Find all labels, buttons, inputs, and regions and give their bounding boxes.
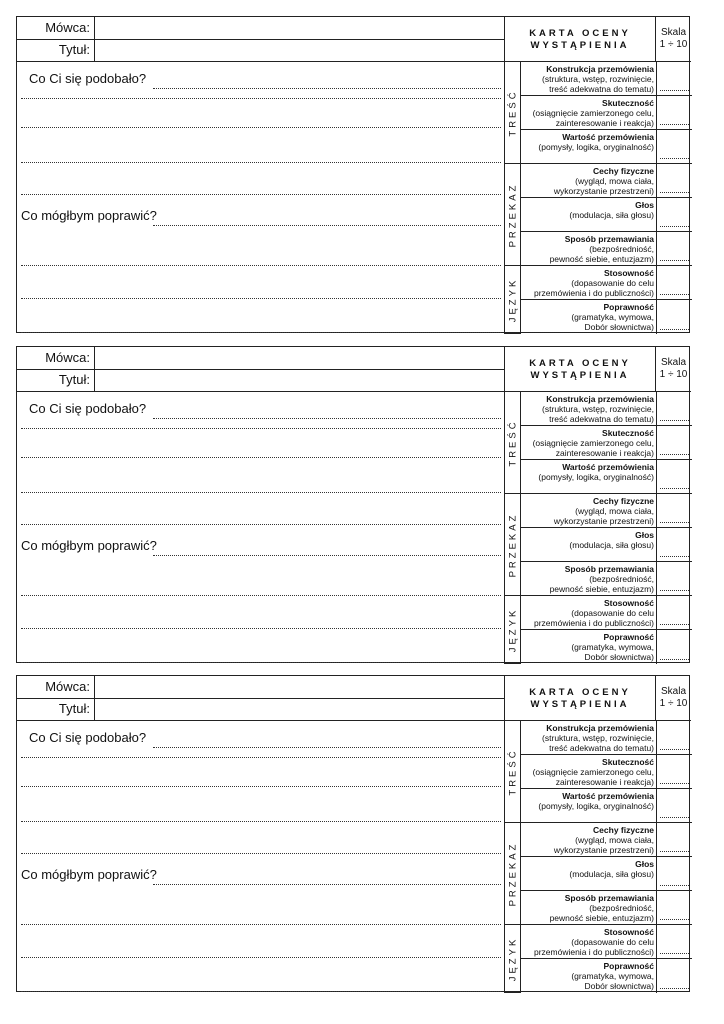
- comment-line[interactable]: [21, 853, 501, 854]
- criterion-name: Wartość przemówienia: [562, 132, 654, 142]
- criterion-name: Głos: [635, 859, 654, 869]
- criterion-text: [521, 598, 656, 628]
- criterion-row: [521, 460, 692, 494]
- scale-header: [655, 17, 691, 62]
- score-field[interactable]: [656, 857, 692, 890]
- criterion-name: Poprawność: [603, 961, 654, 971]
- comment-line[interactable]: [21, 628, 501, 629]
- group-label-text: TREŚĆ: [507, 88, 518, 137]
- comment-line[interactable]: [153, 418, 501, 419]
- criterion-detail: (modulacja, siła głosu): [569, 869, 654, 879]
- criterion-detail: (dopasowanie do celu: [571, 608, 654, 618]
- criterion-detail: (gramatyka, wymowa,: [571, 642, 654, 652]
- criterion-detail: (osiągnięcie zamierzonego celu,: [532, 767, 654, 777]
- speaker-label: Mówca:: [17, 676, 95, 698]
- comment-line[interactable]: [21, 957, 501, 958]
- group-label-text: JĘZYK: [507, 607, 518, 652]
- criterion-text: [521, 757, 656, 787]
- criterion-name: Sposób przemawiania: [564, 564, 654, 574]
- group-label: [505, 266, 521, 334]
- criterion-row: [521, 164, 692, 198]
- criterion-detail: przemówienia i do publiczności): [533, 947, 654, 957]
- criterion-text: [521, 632, 656, 662]
- criterion-detail: (struktura, wstęp, rozwinięcie,: [542, 404, 654, 414]
- score-field[interactable]: [656, 596, 692, 629]
- criterion-name: Wartość przemówienia: [562, 462, 654, 472]
- criterion-text: [521, 132, 656, 152]
- criterion-detail: (pomysły, logika, oryginalność): [538, 801, 654, 811]
- criterion-name: Poprawność: [603, 302, 654, 312]
- criterion-detail: (wygląd, mowa ciała,: [575, 176, 654, 186]
- title-label: Tytuł:: [17, 698, 95, 720]
- comments-area[interactable]: [17, 392, 504, 664]
- criterion-row: [521, 198, 692, 232]
- score-field[interactable]: [656, 300, 692, 334]
- score-field[interactable]: [656, 528, 692, 561]
- comments-area[interactable]: [17, 721, 504, 993]
- question-liked: Co Ci się podobało?: [29, 730, 147, 745]
- card-heading-line1: KARTA OCENY: [529, 28, 631, 39]
- criterion-row: [521, 62, 692, 96]
- card-heading: [504, 347, 655, 392]
- criterion-text: [521, 723, 656, 753]
- criterion-detail: (wygląd, mowa ciała,: [575, 506, 654, 516]
- criterion-row: [521, 959, 692, 993]
- comment-line[interactable]: [21, 457, 501, 458]
- comment-line[interactable]: [153, 88, 501, 89]
- comment-line[interactable]: [21, 757, 501, 758]
- score-field[interactable]: [656, 959, 692, 993]
- score-field[interactable]: [656, 721, 692, 754]
- card-heading: [504, 676, 655, 721]
- scale-label: Skala: [660, 686, 686, 697]
- criterion-text: [521, 564, 656, 594]
- speaker-field[interactable]: [17, 347, 504, 370]
- question-liked: Co Ci się podobało?: [29, 71, 147, 86]
- criterion-name: Konstrukcja przemówienia: [546, 64, 654, 74]
- criterion-detail: wykorzystanie przestrzeni): [553, 845, 654, 855]
- criterion-detail: (dopasowanie do celu: [571, 937, 654, 947]
- criterion-row: [521, 630, 692, 664]
- criterion-detail: przemówienia i do publiczności): [533, 288, 654, 298]
- criterion-detail: (struktura, wstęp, rozwinięcie,: [542, 74, 654, 84]
- scale-header: [655, 347, 691, 392]
- criterion-detail: zainteresowanie i reakcja): [555, 448, 654, 458]
- title-label: Tytuł:: [17, 369, 95, 391]
- title-field[interactable]: [17, 698, 504, 721]
- criterion-detail: zainteresowanie i reakcja): [555, 118, 654, 128]
- criterion-name: Stosowność: [603, 598, 654, 608]
- scale-label: Skala: [660, 357, 686, 368]
- comment-line[interactable]: [21, 492, 501, 493]
- criterion-detail: (osiągnięcie zamierzonego celu,: [532, 438, 654, 448]
- criterion-text: [521, 496, 656, 526]
- criterion-row: [521, 494, 692, 528]
- criterion-detail: (struktura, wstęp, rozwinięcie,: [542, 733, 654, 743]
- group-label: [505, 596, 521, 664]
- criterion-row: [521, 925, 692, 959]
- comment-line[interactable]: [153, 225, 501, 226]
- speaker-field[interactable]: [17, 676, 504, 699]
- comment-line[interactable]: [21, 194, 501, 195]
- criterion-detail: (bezpośredniość,: [589, 244, 654, 254]
- speaker-label: Mówca:: [17, 17, 95, 39]
- criterion-detail: wykorzystanie przestrzeni): [553, 186, 654, 196]
- criterion-text: [521, 927, 656, 957]
- comment-line[interactable]: [153, 884, 501, 885]
- criterion-row: [521, 392, 692, 426]
- criterion-detail: (bezpośredniość,: [589, 903, 654, 913]
- criterion-detail: (dopasowanie do celu: [571, 278, 654, 288]
- criterion-detail: Dobór słownictwa): [584, 652, 654, 662]
- group-label-text: PRZEKAZ: [507, 182, 518, 247]
- comment-line[interactable]: [21, 332, 501, 333]
- criterion-name: Poprawność: [603, 632, 654, 642]
- criteria-area: [504, 392, 691, 664]
- scale-range: 1 ÷ 10: [659, 698, 688, 709]
- criterion-detail: (modulacja, siła głosu): [569, 540, 654, 550]
- criterion-text: [521, 166, 656, 196]
- title-field[interactable]: [17, 39, 504, 62]
- score-field[interactable]: [656, 755, 692, 788]
- criterion-row: [521, 96, 692, 130]
- criterion-row: [521, 130, 692, 164]
- criterion-row: [521, 891, 692, 925]
- criterion-text: [521, 64, 656, 94]
- evaluation-card: [16, 346, 690, 663]
- score-field[interactable]: [656, 823, 692, 856]
- criterion-name: Stosowność: [603, 268, 654, 278]
- card-heading: [504, 17, 655, 62]
- title-label: Tytuł:: [17, 39, 95, 61]
- criterion-detail: Dobór słownictwa): [584, 981, 654, 991]
- criterion-row: [521, 426, 692, 460]
- comment-line[interactable]: [21, 298, 501, 299]
- criterion-row: [521, 596, 692, 630]
- question-improve: Co mógłbym poprawić?: [21, 538, 157, 553]
- criterion-text: [521, 530, 656, 550]
- scale-range: 1 ÷ 10: [659, 39, 688, 50]
- question-improve: Co mógłbym poprawić?: [21, 208, 157, 223]
- criterion-detail: pewność siebie, entuzjazm): [549, 254, 654, 264]
- criterion-text: [521, 98, 656, 128]
- criterion-detail: (wygląd, mowa ciała,: [575, 835, 654, 845]
- group-label-text: PRZEKAZ: [507, 512, 518, 577]
- score-field[interactable]: [656, 232, 692, 265]
- criterion-text: [521, 859, 656, 879]
- group-label: [505, 62, 521, 164]
- criterion-text: [521, 893, 656, 923]
- criterion-detail: (pomysły, logika, oryginalność): [538, 142, 654, 152]
- evaluation-card: [16, 675, 690, 992]
- comment-line[interactable]: [21, 662, 501, 663]
- criterion-name: Skuteczność: [602, 757, 654, 767]
- criterion-row: [521, 789, 692, 823]
- criterion-text: [521, 462, 656, 482]
- criterion-text: [521, 825, 656, 855]
- criterion-text: [521, 791, 656, 811]
- criterion-detail: treść adekwatna do tematu): [549, 743, 654, 753]
- comment-line[interactable]: [21, 786, 501, 787]
- question-improve: Co mógłbym poprawić?: [21, 867, 157, 882]
- group-label-text: JĘZYK: [507, 936, 518, 981]
- criterion-name: Konstrukcja przemówienia: [546, 723, 654, 733]
- criterion-text: [521, 961, 656, 991]
- criterion-row: [521, 823, 692, 857]
- group-label: [505, 925, 521, 993]
- comment-line[interactable]: [21, 162, 501, 163]
- criterion-text: [521, 394, 656, 424]
- criterion-name: Sposób przemawiania: [564, 893, 654, 903]
- criterion-row: [521, 528, 692, 562]
- criterion-text: [521, 200, 656, 220]
- score-field[interactable]: [656, 130, 692, 163]
- criterion-row: [521, 857, 692, 891]
- scale-label: Skala: [660, 27, 686, 38]
- criterion-name: Konstrukcja przemówienia: [546, 394, 654, 404]
- score-field[interactable]: [656, 460, 692, 493]
- criterion-detail: zainteresowanie i reakcja): [555, 777, 654, 787]
- group-label-text: TREŚĆ: [507, 747, 518, 796]
- criteria-area: [504, 721, 691, 993]
- criterion-detail: (bezpośredniość,: [589, 574, 654, 584]
- criterion-text: [521, 268, 656, 298]
- group-label-text: PRZEKAZ: [507, 841, 518, 906]
- group-label: [505, 721, 521, 823]
- comment-line[interactable]: [21, 924, 501, 925]
- criterion-detail: przemówienia i do publiczności): [533, 618, 654, 628]
- group-label: [505, 494, 521, 596]
- criterion-row: [521, 300, 692, 334]
- criterion-name: Wartość przemówienia: [562, 791, 654, 801]
- criterion-row: [521, 266, 692, 300]
- criterion-name: Głos: [635, 200, 654, 210]
- score-field[interactable]: [656, 925, 692, 958]
- criterion-row: [521, 721, 692, 755]
- criterion-name: Głos: [635, 530, 654, 540]
- group-label: [505, 392, 521, 494]
- criterion-detail: Dobór słownictwa): [584, 322, 654, 332]
- criterion-detail: (modulacja, siła głosu): [569, 210, 654, 220]
- score-field[interactable]: [656, 630, 692, 664]
- comment-line[interactable]: [21, 265, 501, 266]
- criteria-area: [504, 62, 691, 334]
- score-field[interactable]: [656, 266, 692, 299]
- criterion-text: [521, 428, 656, 458]
- card-heading-line2: WYSTĄPIENIA: [530, 40, 630, 51]
- card-heading-line2: WYSTĄPIENIA: [530, 699, 630, 710]
- criterion-detail: treść adekwatna do tematu): [549, 414, 654, 424]
- criterion-detail: (pomysły, logika, oryginalność): [538, 472, 654, 482]
- criterion-detail: (osiągnięcie zamierzonego celu,: [532, 108, 654, 118]
- score-field[interactable]: [656, 62, 692, 95]
- comment-line[interactable]: [153, 555, 501, 556]
- title-field[interactable]: [17, 369, 504, 392]
- criterion-name: Cechy fizyczne: [593, 496, 654, 506]
- criterion-detail: pewność siebie, entuzjazm): [549, 584, 654, 594]
- criterion-name: Stosowność: [603, 927, 654, 937]
- group-label: [505, 164, 521, 266]
- criterion-row: [521, 755, 692, 789]
- card-heading-line1: KARTA OCENY: [529, 358, 631, 369]
- comment-line[interactable]: [21, 428, 501, 429]
- criterion-detail: (gramatyka, wymowa,: [571, 312, 654, 322]
- score-field[interactable]: [656, 789, 692, 822]
- criterion-name: Cechy fizyczne: [593, 825, 654, 835]
- score-field[interactable]: [656, 891, 692, 924]
- score-field[interactable]: [656, 426, 692, 459]
- scale-range: 1 ÷ 10: [659, 369, 688, 380]
- score-field[interactable]: [656, 198, 692, 231]
- score-field[interactable]: [656, 494, 692, 527]
- group-label-text: TREŚĆ: [507, 418, 518, 467]
- score-field[interactable]: [656, 562, 692, 595]
- comment-line[interactable]: [21, 524, 501, 525]
- criterion-detail: (gramatyka, wymowa,: [571, 971, 654, 981]
- criterion-text: [521, 302, 656, 332]
- comments-area[interactable]: [17, 62, 504, 334]
- comment-line[interactable]: [21, 127, 501, 128]
- criterion-detail: pewność siebie, entuzjazm): [549, 913, 654, 923]
- criterion-name: Skuteczność: [602, 98, 654, 108]
- speaker-label: Mówca:: [17, 347, 95, 369]
- comment-line[interactable]: [21, 98, 501, 99]
- comment-line[interactable]: [21, 595, 501, 596]
- criterion-text: [521, 234, 656, 264]
- criterion-detail: wykorzystanie przestrzeni): [553, 516, 654, 526]
- criterion-row: [521, 562, 692, 596]
- card-heading-line1: KARTA OCENY: [529, 687, 631, 698]
- score-field[interactable]: [656, 96, 692, 129]
- criterion-detail: treść adekwatna do tematu): [549, 84, 654, 94]
- group-label-text: JĘZYK: [507, 277, 518, 322]
- speaker-field[interactable]: [17, 17, 504, 40]
- card-heading-line2: WYSTĄPIENIA: [530, 370, 630, 381]
- comment-line[interactable]: [153, 747, 501, 748]
- criterion-name: Sposób przemawiania: [564, 234, 654, 244]
- scale-header: [655, 676, 691, 721]
- group-label: [505, 823, 521, 925]
- score-field[interactable]: [656, 164, 692, 197]
- criterion-row: [521, 232, 692, 266]
- criterion-name: Skuteczność: [602, 428, 654, 438]
- comment-line[interactable]: [21, 821, 501, 822]
- comment-line[interactable]: [21, 991, 501, 992]
- question-liked: Co Ci się podobało?: [29, 401, 147, 416]
- evaluation-card: [16, 16, 690, 333]
- criterion-name: Cechy fizyczne: [593, 166, 654, 176]
- score-field[interactable]: [656, 392, 692, 425]
